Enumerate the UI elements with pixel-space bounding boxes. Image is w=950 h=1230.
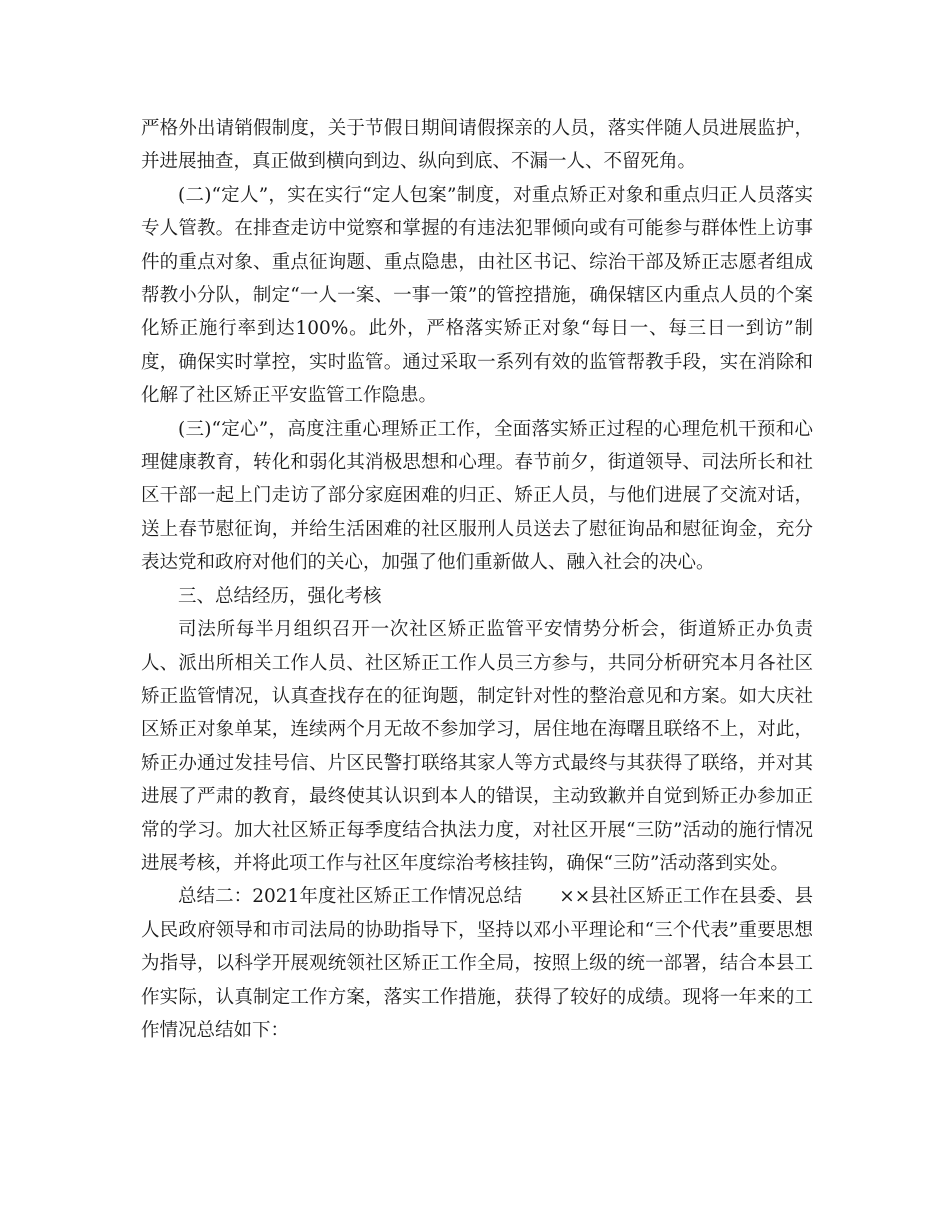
paragraph-assessment: 司法所每半月组织召开一次社区矫正监管平安情势分析会，街道矫正办负责人、派出所相关工作人员、社区矫正工作人员三方参与，共同分析研究本月各社区矫正监管情况，认真查找存在的征询题，制定针对性的整治意见和方案。如大庆社区矫正对象单某，连续两个月无故不参加学习，居住地在海曙且联络不上，对此，矫正办通过发挂号信、片区民警打联络其家人等方式最终与其获得了联络，并对其进展了严肃的教育，最终使其认识到本人的错误，主动致歉并自觉到矫正办参加正常的学习。加大社区矫正每季度结合执法力度，对社区开展“三防”活动的施行情况进展考核，并将此项工作与社区年度综治考核挂钩，确保“三防”活动落到实处。 — [141, 619, 813, 874]
section-heading-summary: 三、总结经历，强化考核 — [178, 585, 382, 607]
paragraph-ding-xin: (三)“定心”，高度注重心理矫正工作，全面落实矫正过程的心理危机干预和心理健康教育，转化和弱化其消极思想和心理。春节前夕，街道领导、司法所长和社区干部一起上门走访了部分家庭困难的归正、矫正人员，与他们进展了交流对话，送上春节慰征询，并给生活困难的社区服刑人员送去了慰征询品和慰征询金，充分表达党和政府对他们的关心，加强了他们重新做人、融入社会的决心。 — [141, 418, 813, 574]
document-body — [141, 112, 813, 1047]
paragraph-summary-two: 总结二：2021年度社区矫正工作情况总结 ××县社区矫正工作在县委、县人民政府领导和市司法局的协助指导下，坚持以邓小平理论和“三个代表”重要思想为指导，以科学开展观统领社区矫正工作全局，按照上级的统一部署，结合本县工作实际，认真制定工作方案，落实工作措施，获得了较好的成绩。现将一年来的工作情况总结如下： — [141, 886, 813, 1041]
paragraph-ding-ren: (二)“定人”，实在实行“定人包案”制度，对重点矫正对象和重点归正人员落实专人管教。在排查走访中觉察和掌握的有违法犯罪倾向或有可能参与群体性上访事件的重点对象、重点征询题、重点隐患，由社区书记、综治干部及矫正志愿者组成帮教小分队，制定“一人一案、一事一策”的管控措施，确保辖区内重点人员的个案化矫正施行率到达100%。此外，严格落实矫正对象“每日一、每三日一到访”制度，确保实时掌控，实时监管。通过采取一系列有效的监管帮教手段，实在消除和化解了社区矫正平安监管工作隐患。 — [141, 184, 813, 407]
paragraph-continuation: 严格外出请销假制度，关于节假日期间请假探亲的人员，落实伴随人员进展监护，并进展抽查，真正做到横向到边、纵向到底、不漏一人、不留死角。 — [141, 118, 813, 173]
